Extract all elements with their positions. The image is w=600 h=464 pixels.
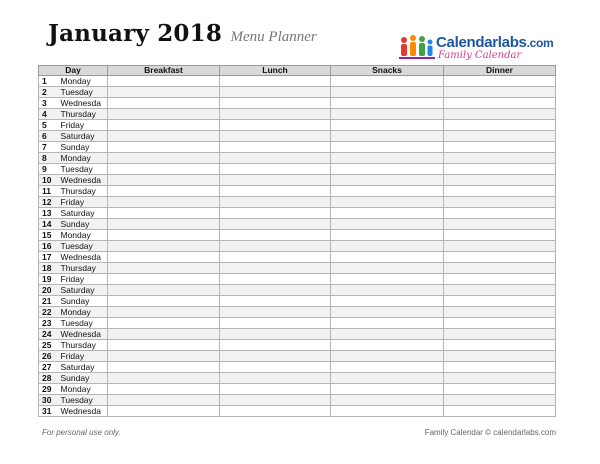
table-row [39, 318, 556, 329]
weekday-name: Saturday [58, 208, 108, 219]
lunch-cell[interactable] [220, 142, 331, 153]
table-row [39, 384, 556, 395]
weekday-name: Monday [58, 76, 108, 87]
lunch-cell[interactable] [220, 175, 331, 186]
day-number: 7 [39, 142, 58, 153]
day-number: 19 [39, 274, 58, 285]
breakfast-cell[interactable] [108, 208, 220, 219]
lunch-cell[interactable] [220, 362, 331, 373]
snacks-cell[interactable] [331, 230, 444, 241]
dinner-cell[interactable] [444, 76, 556, 87]
dinner-cell[interactable] [444, 340, 556, 351]
snacks-cell[interactable] [331, 142, 444, 153]
lunch-cell[interactable] [220, 153, 331, 164]
snacks-cell[interactable] [331, 274, 444, 285]
day-number: 8 [39, 153, 58, 164]
table-row [39, 87, 556, 98]
snacks-cell[interactable] [331, 186, 444, 197]
column-header-dinner: Dinner [444, 66, 556, 76]
lunch-cell[interactable] [220, 384, 331, 395]
table-row [39, 131, 556, 142]
dinner-cell[interactable] [444, 153, 556, 164]
lunch-cell[interactable] [220, 131, 331, 142]
table-row [39, 142, 556, 153]
table-row [39, 362, 556, 373]
lunch-cell[interactable] [220, 252, 331, 263]
lunch-cell[interactable] [220, 98, 331, 109]
dinner-cell[interactable] [444, 219, 556, 230]
table-row [39, 109, 556, 120]
lunch-cell[interactable] [220, 263, 331, 274]
breakfast-cell[interactable] [108, 329, 220, 340]
table-row [39, 263, 556, 274]
weekday-name: Wednesda [58, 98, 108, 109]
weekday-name: Wednesda [58, 252, 108, 263]
day-number: 14 [39, 219, 58, 230]
day-number: 27 [39, 362, 58, 373]
breakfast-cell[interactable] [108, 131, 220, 142]
dinner-cell[interactable] [444, 373, 556, 384]
lunch-cell[interactable] [220, 241, 331, 252]
table-row [39, 241, 556, 252]
day-number: 4 [39, 109, 58, 120]
lunch-cell[interactable] [220, 208, 331, 219]
weekday-name: Monday [58, 153, 108, 164]
day-number: 17 [39, 252, 58, 263]
breakfast-cell[interactable] [108, 153, 220, 164]
dinner-cell[interactable] [444, 120, 556, 131]
dinner-cell[interactable] [444, 307, 556, 318]
breakfast-cell[interactable] [108, 296, 220, 307]
snacks-cell[interactable] [331, 252, 444, 263]
breakfast-cell[interactable] [108, 219, 220, 230]
weekday-name: Tuesday [58, 87, 108, 98]
day-number: 21 [39, 296, 58, 307]
day-number: 1 [39, 76, 58, 87]
day-number: 5 [39, 120, 58, 131]
table-row [39, 164, 556, 175]
day-number: 12 [39, 197, 58, 208]
breakfast-cell[interactable] [108, 197, 220, 208]
table-row [39, 219, 556, 230]
weekday-name: Wednesda [58, 329, 108, 340]
lunch-cell[interactable] [220, 197, 331, 208]
lunch-cell[interactable] [220, 219, 331, 230]
snacks-cell[interactable] [331, 153, 444, 164]
breakfast-cell[interactable] [108, 263, 220, 274]
logo-tagline: Family Calendar [438, 50, 522, 61]
dinner-cell[interactable] [444, 252, 556, 263]
snacks-cell[interactable] [331, 175, 444, 186]
day-number: 25 [39, 340, 58, 351]
snacks-cell[interactable] [331, 164, 444, 175]
day-number: 29 [39, 384, 58, 395]
day-number: 24 [39, 329, 58, 340]
dinner-cell[interactable] [444, 230, 556, 241]
day-number: 28 [39, 373, 58, 384]
dinner-cell[interactable] [444, 318, 556, 329]
column-header-day: Day [39, 66, 108, 76]
day-number: 3 [39, 98, 58, 109]
table-row [39, 351, 556, 362]
breakfast-cell[interactable] [108, 406, 220, 417]
dinner-cell[interactable] [444, 164, 556, 175]
weekday-name: Sunday [58, 373, 108, 384]
column-header-snacks: Snacks [331, 66, 444, 76]
dinner-cell[interactable] [444, 208, 556, 219]
snacks-cell[interactable] [331, 285, 444, 296]
table-row [39, 230, 556, 241]
table-row [39, 208, 556, 219]
dinner-cell[interactable] [444, 329, 556, 340]
breakfast-cell[interactable] [108, 252, 220, 263]
weekday-name: Thursday [58, 186, 108, 197]
table-row [39, 175, 556, 186]
dinner-cell[interactable] [444, 274, 556, 285]
logo-wordmark: Calendarlabs.com [436, 34, 554, 51]
table-row [39, 340, 556, 351]
weekday-name: Sunday [58, 296, 108, 307]
dinner-cell[interactable] [444, 175, 556, 186]
table-row [39, 197, 556, 208]
lunch-cell[interactable] [220, 76, 331, 87]
lunch-cell[interactable] [220, 186, 331, 197]
breakfast-cell[interactable] [108, 340, 220, 351]
weekday-name: Thursday [58, 109, 108, 120]
dinner-cell[interactable] [444, 142, 556, 153]
table-row [39, 252, 556, 263]
dinner-cell[interactable] [444, 395, 556, 406]
weekday-name: Friday [58, 120, 108, 131]
day-number: 6 [39, 131, 58, 142]
menu-planner-table [38, 65, 556, 417]
breakfast-cell[interactable] [108, 307, 220, 318]
lunch-cell[interactable] [220, 87, 331, 98]
dinner-cell[interactable] [444, 362, 556, 373]
day-number: 11 [39, 186, 58, 197]
weekday-name: Monday [58, 307, 108, 318]
dinner-cell[interactable] [444, 197, 556, 208]
breakfast-cell[interactable] [108, 164, 220, 175]
breakfast-cell[interactable] [108, 142, 220, 153]
breakfast-cell[interactable] [108, 274, 220, 285]
snacks-cell[interactable] [331, 307, 444, 318]
weekday-name: Saturday [58, 285, 108, 296]
snacks-cell[interactable] [331, 362, 444, 373]
table-row [39, 76, 556, 87]
breakfast-cell[interactable] [108, 285, 220, 296]
dinner-cell[interactable] [444, 87, 556, 98]
day-number: 31 [39, 406, 58, 417]
day-number: 26 [39, 351, 58, 362]
dinner-cell[interactable] [444, 296, 556, 307]
lunch-cell[interactable] [220, 285, 331, 296]
family-figures-icon [398, 34, 436, 64]
dinner-cell[interactable] [444, 351, 556, 362]
dinner-cell[interactable] [444, 186, 556, 197]
footer-personal-use: For personal use only. [42, 428, 121, 437]
month-year-title: January 2018 [48, 20, 223, 47]
weekday-name: Friday [58, 197, 108, 208]
lunch-cell[interactable] [220, 329, 331, 340]
table-row [39, 120, 556, 131]
breakfast-cell[interactable] [108, 120, 220, 131]
weekday-name: Friday [58, 351, 108, 362]
snacks-cell[interactable] [331, 109, 444, 120]
column-header-breakfast: Breakfast [108, 66, 220, 76]
lunch-cell[interactable] [220, 406, 331, 417]
lunch-cell[interactable] [220, 340, 331, 351]
breakfast-cell[interactable] [108, 186, 220, 197]
breakfast-cell[interactable] [108, 373, 220, 384]
snacks-cell[interactable] [331, 373, 444, 384]
weekday-name: Tuesday [58, 395, 108, 406]
planner-subtitle: Menu Planner [230, 29, 317, 45]
table-row [39, 296, 556, 307]
weekday-name: Wednesda [58, 175, 108, 186]
lunch-cell[interactable] [220, 307, 331, 318]
day-number: 18 [39, 263, 58, 274]
table-row [39, 406, 556, 417]
lunch-cell[interactable] [220, 274, 331, 285]
weekday-name: Monday [58, 230, 108, 241]
lunch-cell[interactable] [220, 296, 331, 307]
breakfast-cell[interactable] [108, 241, 220, 252]
snacks-cell[interactable] [331, 131, 444, 142]
snacks-cell[interactable] [331, 351, 444, 362]
breakfast-cell[interactable] [108, 351, 220, 362]
snacks-cell[interactable] [331, 406, 444, 417]
lunch-cell[interactable] [220, 351, 331, 362]
table-row [39, 285, 556, 296]
breakfast-cell[interactable] [108, 76, 220, 87]
weekday-name: Sunday [58, 219, 108, 230]
lunch-cell[interactable] [220, 395, 331, 406]
dinner-cell[interactable] [444, 131, 556, 142]
table-row [39, 153, 556, 164]
day-number: 13 [39, 208, 58, 219]
lunch-cell[interactable] [220, 164, 331, 175]
snacks-cell[interactable] [331, 208, 444, 219]
weekday-name: Tuesday [58, 318, 108, 329]
breakfast-cell[interactable] [108, 98, 220, 109]
lunch-cell[interactable] [220, 373, 331, 384]
day-number: 16 [39, 241, 58, 252]
dinner-cell[interactable] [444, 109, 556, 120]
lunch-cell[interactable] [220, 109, 331, 120]
snacks-cell[interactable] [331, 98, 444, 109]
day-number: 30 [39, 395, 58, 406]
dinner-cell[interactable] [444, 241, 556, 252]
snacks-cell[interactable] [331, 296, 444, 307]
snacks-cell[interactable] [331, 219, 444, 230]
lunch-cell[interactable] [220, 230, 331, 241]
weekday-name: Friday [58, 274, 108, 285]
column-header-lunch: Lunch [220, 66, 331, 76]
day-number: 10 [39, 175, 58, 186]
breakfast-cell[interactable] [108, 87, 220, 98]
breakfast-cell[interactable] [108, 384, 220, 395]
table-row [39, 373, 556, 384]
snacks-cell[interactable] [331, 120, 444, 131]
weekday-name: Wednesda [58, 406, 108, 417]
snacks-cell[interactable] [331, 87, 444, 98]
day-number: 9 [39, 164, 58, 175]
snacks-cell[interactable] [331, 263, 444, 274]
weekday-name: Monday [58, 384, 108, 395]
breakfast-cell[interactable] [108, 230, 220, 241]
dinner-cell[interactable] [444, 98, 556, 109]
day-number: 15 [39, 230, 58, 241]
footer-copyright: Family Calendar © calendarlabs.com [424, 428, 556, 437]
snacks-cell[interactable] [331, 76, 444, 87]
table-row [39, 274, 556, 285]
table-row [39, 307, 556, 318]
snacks-cell[interactable] [331, 241, 444, 252]
day-number: 2 [39, 87, 58, 98]
weekday-name: Thursday [58, 340, 108, 351]
snacks-cell[interactable] [331, 384, 444, 395]
dinner-cell[interactable] [444, 263, 556, 274]
day-number: 22 [39, 307, 58, 318]
day-number: 20 [39, 285, 58, 296]
breakfast-cell[interactable] [108, 109, 220, 120]
dinner-cell[interactable] [444, 285, 556, 296]
table-row [39, 186, 556, 197]
table-row [39, 98, 556, 109]
lunch-cell[interactable] [220, 318, 331, 329]
lunch-cell[interactable] [220, 120, 331, 131]
page-title [48, 20, 317, 47]
table-row [39, 329, 556, 340]
calendarlabs-logo[interactable] [398, 34, 558, 64]
weekday-name: Tuesday [58, 164, 108, 175]
snacks-cell[interactable] [331, 340, 444, 351]
snacks-cell[interactable] [331, 395, 444, 406]
day-number: 23 [39, 318, 58, 329]
dinner-cell[interactable] [444, 384, 556, 395]
breakfast-cell[interactable] [108, 395, 220, 406]
weekday-name: Thursday [58, 263, 108, 274]
weekday-name: Tuesday [58, 241, 108, 252]
weekday-name: Saturday [58, 362, 108, 373]
weekday-name: Sunday [58, 142, 108, 153]
breakfast-cell[interactable] [108, 318, 220, 329]
dinner-cell[interactable] [444, 406, 556, 417]
table-row [39, 395, 556, 406]
breakfast-cell[interactable] [108, 175, 220, 186]
table-header-row [39, 66, 556, 76]
snacks-cell[interactable] [331, 329, 444, 340]
breakfast-cell[interactable] [108, 362, 220, 373]
snacks-cell[interactable] [331, 197, 444, 208]
snacks-cell[interactable] [331, 318, 444, 329]
weekday-name: Saturday [58, 131, 108, 142]
